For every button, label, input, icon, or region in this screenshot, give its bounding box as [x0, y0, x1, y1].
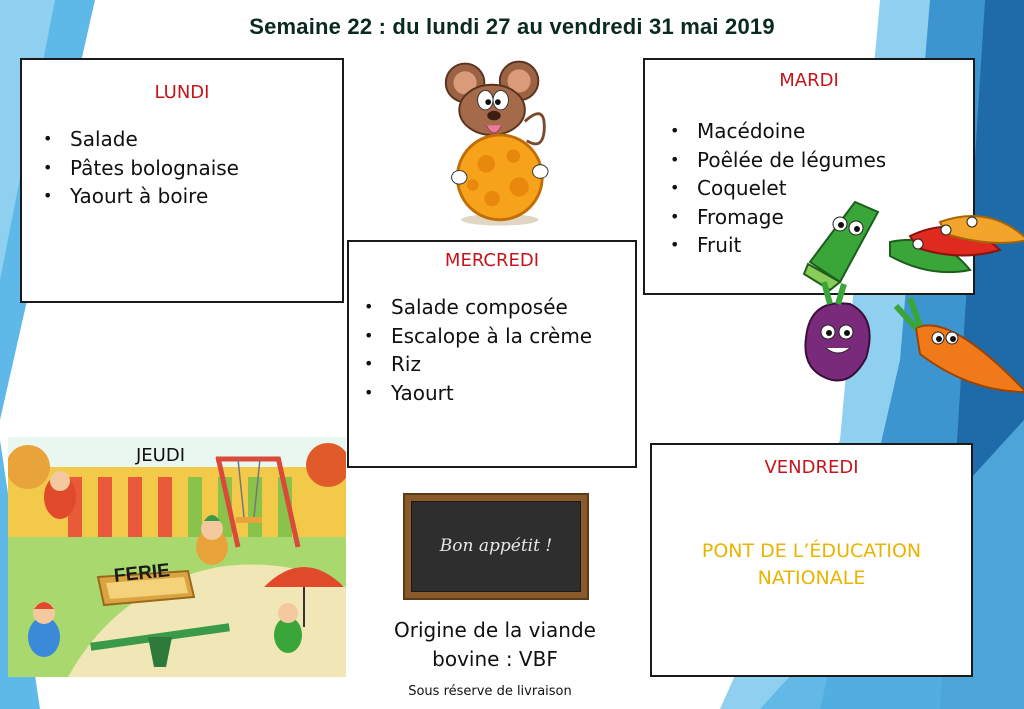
- vendredi-card: [650, 443, 973, 677]
- ferie-sign: FERIE: [113, 560, 171, 587]
- mercredi-item: • Riz: [361, 350, 635, 379]
- lundi-card: [20, 58, 344, 303]
- mardi-title: MARDI: [779, 70, 839, 91]
- lundi-title: LUNDI: [154, 82, 210, 103]
- mercredi-card: [347, 240, 637, 468]
- chalkboard-text: Bon appétit !: [439, 536, 553, 556]
- jeudi-title: JEUDI: [136, 445, 186, 466]
- mardi-item: • Coquelet: [667, 174, 973, 203]
- mercredi-item: • Salade composée: [361, 293, 635, 322]
- mercredi-item: • Yaourt: [361, 379, 635, 408]
- lundi-menu: [40, 125, 342, 211]
- chalkboard-illustration: [403, 493, 589, 600]
- vendredi-message: PONT DE L’ÉDUCATION NATIONALE: [701, 540, 922, 589]
- mercredi-title: MERCREDI: [444, 250, 540, 271]
- delivery-disclaimer: Sous réserve de livraison: [408, 684, 572, 699]
- playground-illustration: [8, 437, 346, 677]
- lundi-item: • Salade: [40, 125, 342, 154]
- mercredi-menu: [361, 293, 635, 407]
- mardi-item: • Macédoine: [667, 117, 973, 146]
- mercredi-item: • Escalope à la crème: [361, 322, 635, 351]
- jeudi-card: [8, 437, 346, 677]
- meat-origin-note: Origine de la viande bovine : VBF: [394, 618, 596, 671]
- mardi-item: • Fromage: [667, 203, 973, 232]
- mardi-item: • Fruit: [667, 231, 973, 260]
- page-title: Semaine 22 : du lundi 27 au vendredi 31 mai 2019: [249, 14, 775, 39]
- vendredi-title: VENDREDI: [764, 457, 859, 478]
- vegetable-characters-illustration: [800, 192, 1024, 412]
- lundi-item: • Yaourt à boire: [40, 182, 342, 211]
- mouse-cheese-illustration: [440, 58, 575, 233]
- lundi-item: • Pâtes bolognaise: [40, 154, 342, 183]
- mardi-item: • Poêlée de légumes: [667, 146, 973, 175]
